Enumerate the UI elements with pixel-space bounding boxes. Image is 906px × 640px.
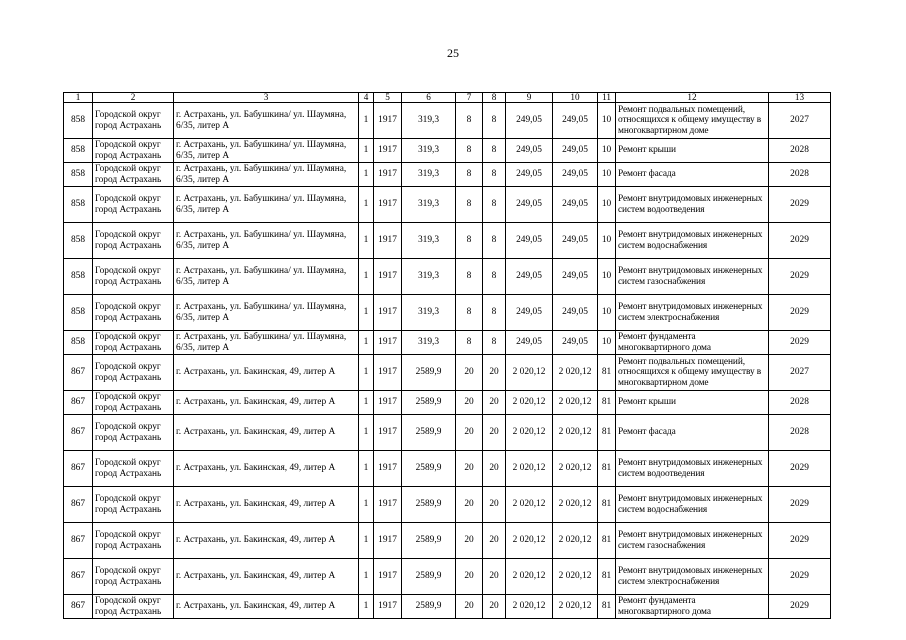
cell-work-type: Ремонт внутридомовых инженерных систем газоснабжения <box>616 523 769 559</box>
table-row <box>64 187 831 223</box>
cell-municipality: Городской округ город Астрахань <box>93 523 174 559</box>
cell-unit-count: 81 <box>598 487 616 523</box>
cell-residential-area: 2 020,12 <box>553 355 598 391</box>
cell-work-type: Ремонт внутридомовых инженерных систем водоснабжения <box>616 487 769 523</box>
cell-unit-count: 10 <box>598 331 616 355</box>
cell-residential-area: 249,05 <box>553 163 598 187</box>
table-row <box>64 559 831 595</box>
cell-object-id: 858 <box>64 331 93 355</box>
cell-apartments: 20 <box>456 559 483 595</box>
cell-count: 1 <box>359 391 374 415</box>
column-header: 6 <box>402 93 456 103</box>
cell-apartments: 8 <box>456 331 483 355</box>
cell-object-id: 858 <box>64 295 93 331</box>
table-row <box>64 223 831 259</box>
cell-planned-year: 2029 <box>769 487 831 523</box>
cell-address: г. Астрахань, ул. Бакинская, 49, литер А <box>174 415 359 451</box>
cell-apartments: 8 <box>456 223 483 259</box>
cell-unit-count: 81 <box>598 595 616 619</box>
cell-count: 1 <box>359 223 374 259</box>
column-header: 7 <box>456 93 483 103</box>
column-header: 3 <box>174 93 359 103</box>
cell-address: г. Астрахань, ул. Бакинская, 49, литер А <box>174 523 359 559</box>
cell-apartments: 20 <box>456 451 483 487</box>
cell-residents: 20 <box>483 355 506 391</box>
cell-planned-year: 2029 <box>769 595 831 619</box>
cell-apartments: 8 <box>456 259 483 295</box>
cell-total-area: 2589,9 <box>402 487 456 523</box>
cell-unit-count: 10 <box>598 139 616 163</box>
cell-year-built: 1917 <box>374 559 402 595</box>
cell-apartments: 20 <box>456 487 483 523</box>
cell-unit-count: 10 <box>598 163 616 187</box>
cell-residential-area: 2 020,12 <box>553 595 598 619</box>
cell-residents: 20 <box>483 523 506 559</box>
table-row <box>64 595 831 619</box>
table-body <box>64 93 831 619</box>
cell-year-built: 1917 <box>374 391 402 415</box>
table-row <box>64 163 831 187</box>
cell-planned-year: 2028 <box>769 163 831 187</box>
cell-planned-year: 2029 <box>769 451 831 487</box>
cell-object-id: 867 <box>64 595 93 619</box>
cell-municipality: Городской округ город Астрахань <box>93 187 174 223</box>
cell-municipality: Городской округ город Астрахань <box>93 595 174 619</box>
cell-address: г. Астрахань, ул. Бакинская, 49, литер А <box>174 391 359 415</box>
cell-residents: 20 <box>483 451 506 487</box>
cell-living-area: 249,05 <box>506 331 553 355</box>
cell-living-area: 2 020,12 <box>506 595 553 619</box>
cell-residential-area: 249,05 <box>553 139 598 163</box>
column-header: 1 <box>64 93 93 103</box>
cell-apartments: 8 <box>456 139 483 163</box>
cell-municipality: Городской округ город Астрахань <box>93 259 174 295</box>
cell-object-id: 867 <box>64 355 93 391</box>
cell-planned-year: 2029 <box>769 259 831 295</box>
cell-address: г. Астрахань, ул. Бабушкина/ ул. Шаумяна, 6/35, литер А <box>174 331 359 355</box>
column-header: 9 <box>506 93 553 103</box>
cell-count: 1 <box>359 355 374 391</box>
cell-unit-count: 81 <box>598 451 616 487</box>
cell-apartments: 20 <box>456 391 483 415</box>
column-header: 4 <box>359 93 374 103</box>
cell-living-area: 249,05 <box>506 163 553 187</box>
cell-residents: 20 <box>483 391 506 415</box>
cell-object-id: 858 <box>64 139 93 163</box>
cell-living-area: 249,05 <box>506 295 553 331</box>
cell-address: г. Астрахань, ул. Бабушкина/ ул. Шаумяна, 6/35, литер А <box>174 163 359 187</box>
table-row <box>64 355 831 391</box>
cell-work-type: Ремонт подвальных помещений, относящихся к общему имуществу в многоквартирном доме <box>616 355 769 391</box>
cell-residents: 20 <box>483 487 506 523</box>
cell-object-id: 867 <box>64 523 93 559</box>
cell-municipality: Городской округ город Астрахань <box>93 331 174 355</box>
cell-planned-year: 2027 <box>769 103 831 139</box>
cell-residential-area: 249,05 <box>553 295 598 331</box>
cell-address: г. Астрахань, ул. Бабушкина/ ул. Шаумяна, 6/35, литер А <box>174 295 359 331</box>
cell-unit-count: 10 <box>598 223 616 259</box>
cell-year-built: 1917 <box>374 331 402 355</box>
cell-total-area: 319,3 <box>402 163 456 187</box>
registry-table <box>63 92 831 619</box>
cell-total-area: 2589,9 <box>402 523 456 559</box>
cell-municipality: Городской округ город Астрахань <box>93 163 174 187</box>
cell-apartments: 8 <box>456 103 483 139</box>
column-header: 12 <box>616 93 769 103</box>
cell-year-built: 1917 <box>374 259 402 295</box>
cell-count: 1 <box>359 523 374 559</box>
cell-year-built: 1917 <box>374 139 402 163</box>
table-row <box>64 259 831 295</box>
cell-year-built: 1917 <box>374 523 402 559</box>
cell-unit-count: 81 <box>598 523 616 559</box>
cell-total-area: 2589,9 <box>402 595 456 619</box>
cell-count: 1 <box>359 559 374 595</box>
cell-residential-area: 2 020,12 <box>553 523 598 559</box>
cell-living-area: 2 020,12 <box>506 451 553 487</box>
cell-total-area: 319,3 <box>402 295 456 331</box>
cell-planned-year: 2027 <box>769 355 831 391</box>
cell-count: 1 <box>359 295 374 331</box>
cell-apartments: 20 <box>456 523 483 559</box>
cell-living-area: 249,05 <box>506 139 553 163</box>
cell-planned-year: 2029 <box>769 295 831 331</box>
cell-municipality: Городской округ город Астрахань <box>93 487 174 523</box>
cell-unit-count: 10 <box>598 103 616 139</box>
cell-object-id: 858 <box>64 187 93 223</box>
cell-planned-year: 2029 <box>769 559 831 595</box>
cell-count: 1 <box>359 259 374 295</box>
cell-work-type: Ремонт крыши <box>616 139 769 163</box>
cell-municipality: Городской округ город Астрахань <box>93 391 174 415</box>
cell-unit-count: 81 <box>598 391 616 415</box>
cell-municipality: Городской округ город Астрахань <box>93 295 174 331</box>
cell-object-id: 867 <box>64 559 93 595</box>
cell-planned-year: 2029 <box>769 331 831 355</box>
cell-residential-area: 249,05 <box>553 259 598 295</box>
cell-residents: 20 <box>483 595 506 619</box>
table-row <box>64 391 831 415</box>
column-header: 5 <box>374 93 402 103</box>
cell-residential-area: 2 020,12 <box>553 487 598 523</box>
cell-municipality: Городской округ город Астрахань <box>93 355 174 391</box>
table-row <box>64 295 831 331</box>
cell-apartments: 20 <box>456 595 483 619</box>
cell-living-area: 2 020,12 <box>506 487 553 523</box>
cell-work-type: Ремонт внутридомовых инженерных систем водоотведения <box>616 187 769 223</box>
cell-address: г. Астрахань, ул. Бакинская, 49, литер А <box>174 559 359 595</box>
cell-residents: 8 <box>483 259 506 295</box>
cell-planned-year: 2029 <box>769 523 831 559</box>
cell-count: 1 <box>359 103 374 139</box>
column-header: 11 <box>598 93 616 103</box>
cell-living-area: 2 020,12 <box>506 355 553 391</box>
cell-address: г. Астрахань, ул. Бакинская, 49, литер А <box>174 451 359 487</box>
cell-living-area: 249,05 <box>506 103 553 139</box>
cell-residents: 8 <box>483 103 506 139</box>
cell-address: г. Астрахань, ул. Бакинская, 49, литер А <box>174 355 359 391</box>
cell-living-area: 249,05 <box>506 223 553 259</box>
cell-apartments: 8 <box>456 187 483 223</box>
cell-residential-area: 2 020,12 <box>553 415 598 451</box>
column-header: 8 <box>483 93 506 103</box>
table-row <box>64 487 831 523</box>
cell-residents: 8 <box>483 223 506 259</box>
table-row <box>64 415 831 451</box>
cell-living-area: 2 020,12 <box>506 559 553 595</box>
cell-object-id: 858 <box>64 163 93 187</box>
cell-object-id: 867 <box>64 451 93 487</box>
column-header: 10 <box>553 93 598 103</box>
cell-residential-area: 2 020,12 <box>553 559 598 595</box>
cell-count: 1 <box>359 139 374 163</box>
cell-year-built: 1917 <box>374 223 402 259</box>
cell-living-area: 249,05 <box>506 259 553 295</box>
cell-object-id: 867 <box>64 391 93 415</box>
cell-work-type: Ремонт фасада <box>616 163 769 187</box>
cell-total-area: 319,3 <box>402 187 456 223</box>
cell-living-area: 2 020,12 <box>506 391 553 415</box>
cell-address: г. Астрахань, ул. Бабушкина/ ул. Шаумяна, 6/35, литер А <box>174 187 359 223</box>
cell-residents: 8 <box>483 187 506 223</box>
cell-count: 1 <box>359 163 374 187</box>
cell-total-area: 2589,9 <box>402 451 456 487</box>
table-row <box>64 523 831 559</box>
cell-work-type: Ремонт подвальных помещений, относящихся к общему имуществу в многоквартирном доме <box>616 103 769 139</box>
cell-year-built: 1917 <box>374 103 402 139</box>
cell-total-area: 2589,9 <box>402 415 456 451</box>
cell-count: 1 <box>359 415 374 451</box>
column-header: 2 <box>93 93 174 103</box>
cell-planned-year: 2028 <box>769 415 831 451</box>
cell-work-type: Ремонт внутридомовых инженерных систем водоснабжения <box>616 223 769 259</box>
cell-work-type: Ремонт внутридомовых инженерных систем водоотведения <box>616 451 769 487</box>
cell-total-area: 319,3 <box>402 331 456 355</box>
cell-object-id: 867 <box>64 487 93 523</box>
cell-unit-count: 81 <box>598 559 616 595</box>
cell-residential-area: 2 020,12 <box>553 391 598 415</box>
cell-address: г. Астрахань, ул. Бабушкина/ ул. Шаумяна, 6/35, литер А <box>174 139 359 163</box>
cell-living-area: 2 020,12 <box>506 415 553 451</box>
cell-residential-area: 2 020,12 <box>553 451 598 487</box>
cell-address: г. Астрахань, ул. Бабушкина/ ул. Шаумяна, 6/35, литер А <box>174 223 359 259</box>
cell-residential-area: 249,05 <box>553 223 598 259</box>
cell-apartments: 20 <box>456 355 483 391</box>
cell-year-built: 1917 <box>374 163 402 187</box>
cell-total-area: 319,3 <box>402 223 456 259</box>
cell-total-area: 2589,9 <box>402 391 456 415</box>
cell-residential-area: 249,05 <box>553 331 598 355</box>
cell-address: г. Астрахань, ул. Бакинская, 49, литер А <box>174 595 359 619</box>
cell-count: 1 <box>359 331 374 355</box>
cell-work-type: Ремонт внутридомовых инженерных систем газоснабжения <box>616 259 769 295</box>
cell-work-type: Ремонт внутридомовых инженерных систем электроснабжения <box>616 559 769 595</box>
cell-apartments: 20 <box>456 415 483 451</box>
page-number: 25 <box>447 46 459 60</box>
cell-planned-year: 2028 <box>769 139 831 163</box>
cell-municipality: Городской округ город Астрахань <box>93 451 174 487</box>
table-row <box>64 451 831 487</box>
table-row <box>64 331 831 355</box>
cell-year-built: 1917 <box>374 355 402 391</box>
cell-count: 1 <box>359 187 374 223</box>
cell-work-type: Ремонт фундамента многоквартирного дома <box>616 595 769 619</box>
cell-total-area: 319,3 <box>402 103 456 139</box>
cell-residents: 8 <box>483 139 506 163</box>
cell-year-built: 1917 <box>374 595 402 619</box>
cell-object-id: 858 <box>64 223 93 259</box>
cell-residential-area: 249,05 <box>553 103 598 139</box>
cell-residents: 8 <box>483 295 506 331</box>
cell-address: г. Астрахань, ул. Бакинская, 49, литер А <box>174 487 359 523</box>
cell-municipality: Городской округ город Астрахань <box>93 103 174 139</box>
table-row <box>64 139 831 163</box>
cell-municipality: Городской округ город Астрахань <box>93 223 174 259</box>
table-row <box>64 103 831 139</box>
cell-municipality: Городской округ город Астрахань <box>93 139 174 163</box>
cell-unit-count: 81 <box>598 355 616 391</box>
cell-year-built: 1917 <box>374 187 402 223</box>
cell-total-area: 2589,9 <box>402 355 456 391</box>
cell-living-area: 2 020,12 <box>506 523 553 559</box>
table-header-row <box>64 93 831 103</box>
cell-municipality: Городской округ город Астрахань <box>93 559 174 595</box>
cell-apartments: 8 <box>456 295 483 331</box>
cell-total-area: 2589,9 <box>402 559 456 595</box>
cell-year-built: 1917 <box>374 415 402 451</box>
cell-work-type: Ремонт крыши <box>616 391 769 415</box>
cell-residents: 8 <box>483 331 506 355</box>
cell-object-id: 867 <box>64 415 93 451</box>
cell-address: г. Астрахань, ул. Бабушкина/ ул. Шаумяна, 6/35, литер А <box>174 259 359 295</box>
cell-year-built: 1917 <box>374 295 402 331</box>
cell-planned-year: 2029 <box>769 187 831 223</box>
cell-total-area: 319,3 <box>402 259 456 295</box>
cell-municipality: Городской округ город Астрахань <box>93 415 174 451</box>
cell-unit-count: 10 <box>598 259 616 295</box>
cell-planned-year: 2029 <box>769 223 831 259</box>
cell-residents: 20 <box>483 559 506 595</box>
cell-year-built: 1917 <box>374 487 402 523</box>
cell-apartments: 8 <box>456 163 483 187</box>
cell-unit-count: 81 <box>598 415 616 451</box>
cell-unit-count: 10 <box>598 295 616 331</box>
cell-work-type: Ремонт внутридомовых инженерных систем электроснабжения <box>616 295 769 331</box>
cell-address: г. Астрахань, ул. Бабушкина/ ул. Шаумяна, 6/35, литер А <box>174 103 359 139</box>
cell-object-id: 858 <box>64 259 93 295</box>
cell-year-built: 1917 <box>374 451 402 487</box>
cell-residents: 20 <box>483 415 506 451</box>
cell-object-id: 858 <box>64 103 93 139</box>
cell-work-type: Ремонт фундамента многоквартирного дома <box>616 331 769 355</box>
column-header: 13 <box>769 93 831 103</box>
cell-count: 1 <box>359 487 374 523</box>
cell-residential-area: 249,05 <box>553 187 598 223</box>
cell-planned-year: 2028 <box>769 391 831 415</box>
cell-count: 1 <box>359 451 374 487</box>
cell-work-type: Ремонт фасада <box>616 415 769 451</box>
cell-total-area: 319,3 <box>402 139 456 163</box>
cell-residents: 8 <box>483 163 506 187</box>
cell-unit-count: 10 <box>598 187 616 223</box>
cell-living-area: 249,05 <box>506 187 553 223</box>
cell-count: 1 <box>359 595 374 619</box>
